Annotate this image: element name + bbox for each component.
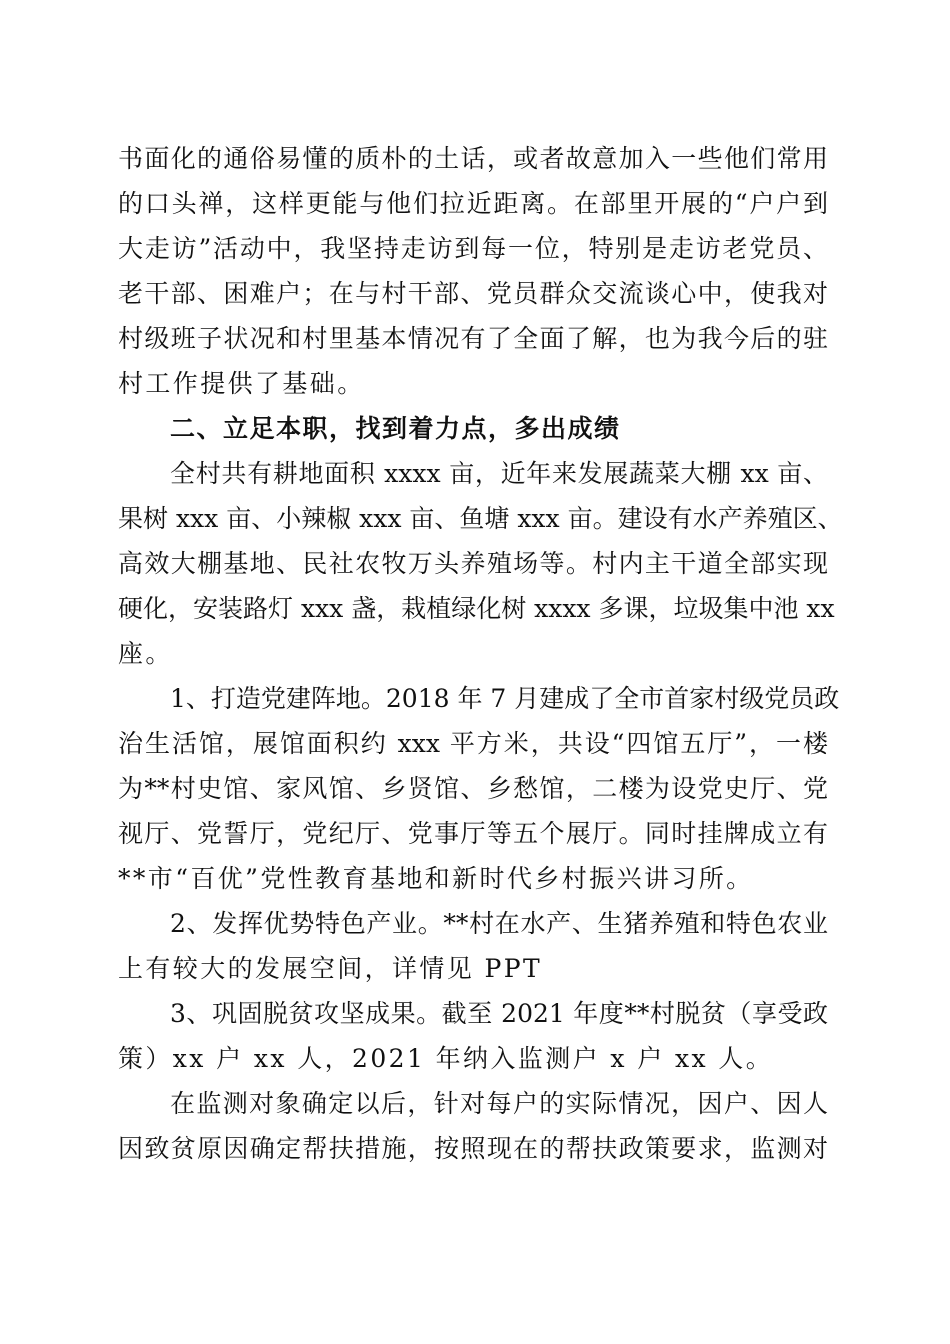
- paragraph-line: 村级班子状况和村里基本情况有了全面了解，也为我今后的驻: [118, 324, 828, 353]
- paragraph-line: **市“百优”党性教育基地和新时代乡村振兴讲习所。: [118, 864, 754, 893]
- paragraph-line: 书面化的通俗易懂的质朴的土话，或者故意加入一些他们常用: [118, 144, 828, 173]
- paragraph-line: 高效大棚基地、民社农牧万头养殖场等。村内主干道全部实现: [118, 549, 828, 578]
- paragraph-line: 全村共有耕地面积 xxxx 亩，近年来发展蔬菜大棚 xx 亩、: [170, 459, 828, 488]
- paragraph-line: 老干部、困难户；在与村干部、党员群众交流谈心中，使我对: [118, 279, 828, 308]
- paragraph-line: 因致贫原因确定帮扶措施，按照现在的帮扶政策要求，监测对: [118, 1134, 828, 1163]
- paragraph-line: 视厅、党誓厅，党纪厅、党事厅等五个展厅。同时挂牌成立有: [118, 819, 828, 848]
- paragraph-line: 在监测对象确定以后，针对每户的实际情况，因户、因人: [170, 1089, 828, 1118]
- paragraph-line: 硬化，安装路灯 xxx 盏，栽植绿化树 xxxx 多课，垃圾集中池 xx: [118, 594, 835, 623]
- paragraph-line: 座。: [118, 639, 173, 668]
- section-heading: 二、立足本职，找到着力点，多出成绩: [170, 414, 621, 443]
- paragraph-line: 为**村史馆、家风馆、乡贤馆、乡愁馆，二楼为设党史厅、党: [118, 774, 828, 803]
- body-text: [118, 136, 843, 1171]
- paragraph-line: 3、巩固脱贫攻坚成果。截至 2021 年度**村脱贫（享受政: [170, 999, 828, 1028]
- paragraph-line: 的口头禅，这样更能与他们拉近距离。在部里开展的“户户到: [118, 189, 828, 218]
- paragraph-line: 1、打造党建阵地。2018 年 7 月建成了全市首家村级党员政: [170, 684, 840, 713]
- paragraph-line: 2、发挥优势特色产业。**村在水产、生猪养殖和特色农业: [170, 909, 828, 938]
- paragraph-line: 大走访”活动中，我坚持走访到每一位，特别是走访老党员、: [118, 234, 828, 263]
- paragraph-line: 策）xx 户 xx 人，2021 年纳入监测户 x 户 xx 人。: [118, 1044, 774, 1073]
- paragraph-line: 果树 xxx 亩、小辣椒 xxx 亩、鱼塘 xxx 亩。建设有水产养殖区、: [118, 504, 843, 533]
- paragraph-line: 村工作提供了基础。: [118, 369, 365, 398]
- paragraph-line: 上有较大的发展空间，详情见 PPT: [118, 954, 543, 983]
- paragraph-line: 治生活馆，展馆面积约 xxx 平方米，共设“四馆五厅”，一楼: [118, 729, 828, 758]
